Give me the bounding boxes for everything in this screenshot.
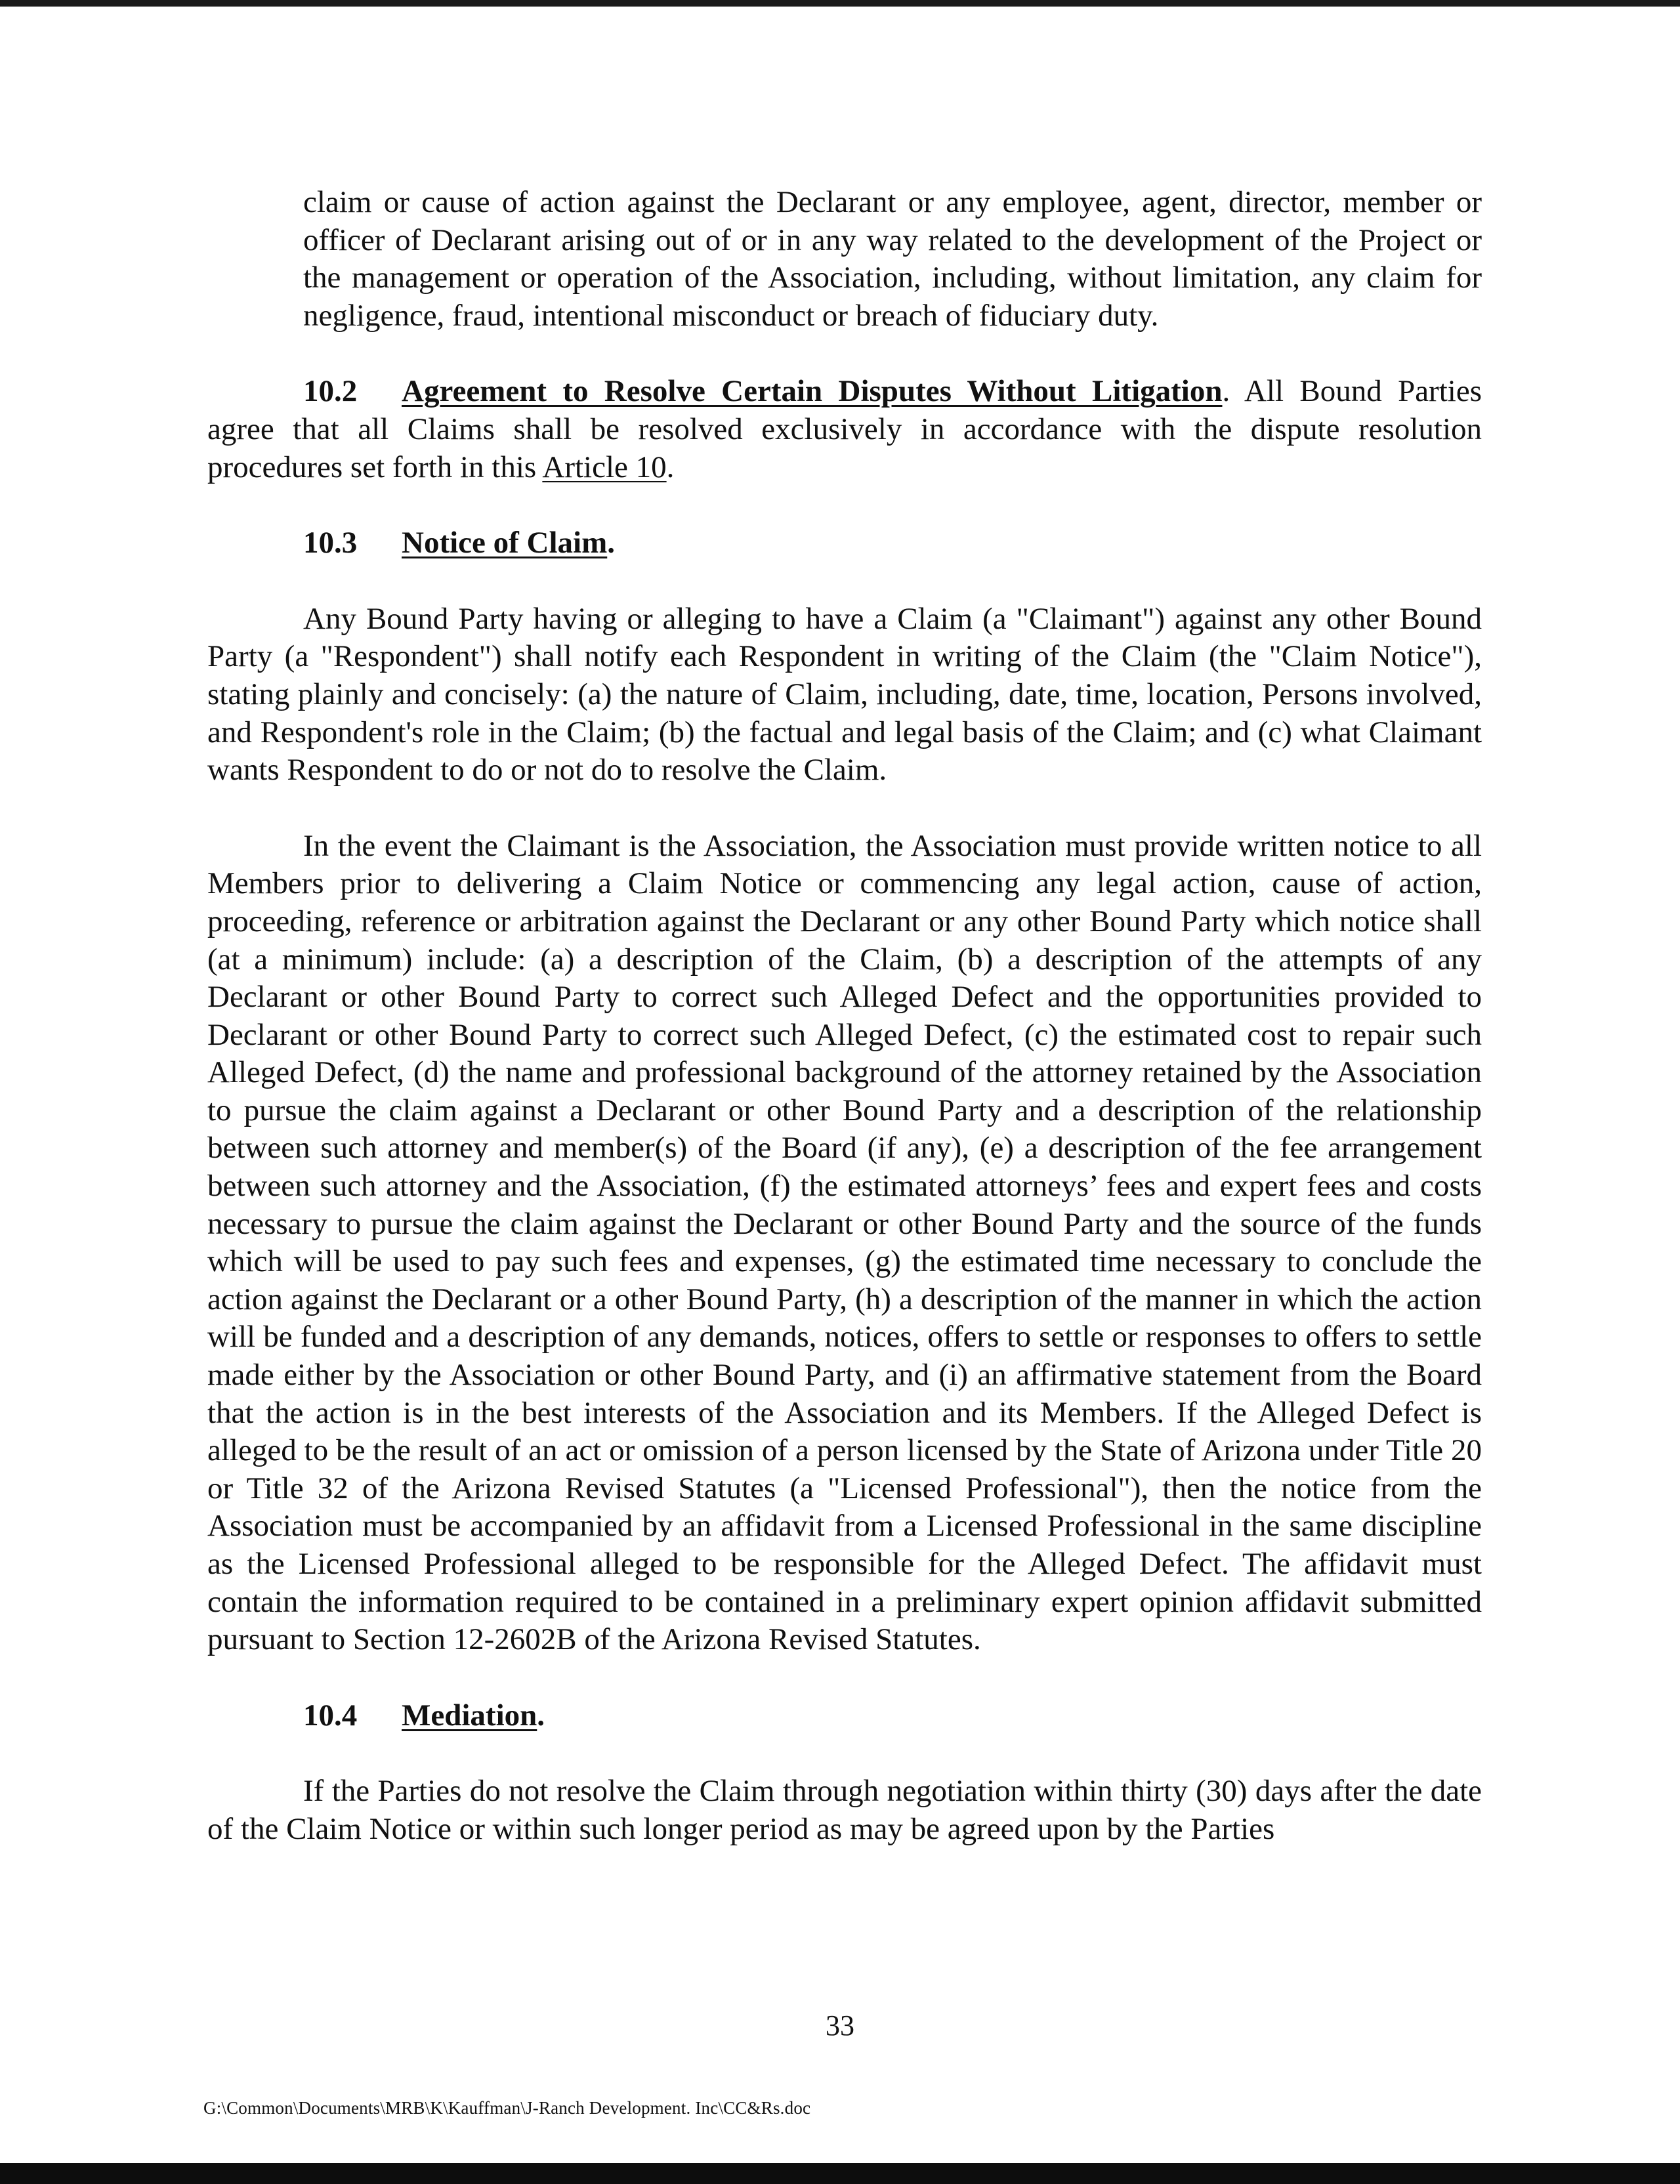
section-10-2-body: All Bound Parties agree that all Claims shall be resolved exclusively in accordance with the dispute resolution procedures set forth in this	[207, 374, 1482, 484]
scan-bottom-border	[0, 2163, 1680, 2184]
section-10-4-heading: 10.4 Mediation.	[303, 1697, 1482, 1735]
section-10-4-title: Mediation	[402, 1698, 537, 1732]
section-10-4-number: 10.4	[303, 1698, 358, 1732]
association-claimant-paragraph: In the event the Claimant is the Association, the Association must provide written notice to all Members prior to delivering a Claim Notice or commencing any legal action, cause of action, proceeding, reference or arbitration against the Declarant or any other Bound Party which notice shall (at a minimum) include: (a) a description of the Claim, (b) a description of the attempts of any Declarant or other Bound Party to correct such Alleged Defect and the opportunities provided to Declarant or other Bound Party to correct such Alleged Defect, (c) the estimated cost to repair such Alleged Defect, (d) the name and professional background of the attorney retained by the Association to pursue the claim against a Declarant or other Bound Party and a description of the relationship between such attorney and member(s) of the Board (if any), (e) a description of the fee arrangement between such attorney and the Association, (f) the estimated attorneys’ fees and expert fees and costs necessary to pursue the claim against the Declarant or other Bound Party and the source of the funds which will be used to pay such fees and expenses, (g) the estimated time necessary to conclude the action against the Declarant or a other Bound Party, (h) a description of the manner in which the action will be funded and a description of any demands, notices, offers to settle or responses to offers to settle made either by the Association or other Bound Party, and (i) an affirmative statement from the Board that the action is in the best interests of the Association and its Members. If the Alleged Defect is alleged to be the result of an act or omission of a person licensed by the State of Arizona under Title 20 or Title 32 of the Arizona Revised Statutes (a "Licensed Professional"), then the notice from the Association must be accompanied by an affidavit from a Licensed Professional in the same discipline as the Licensed Professional alleged to be responsible for the Alleged Defect. The affidavit must contain the information required to be contained in a preliminary expert opinion affidavit submitted pursuant to Section 12-2602B of the Arizona Revised Statutes.	[207, 828, 1482, 1657]
footer-file-path: G:\Common\Documents\MRB\K\Kauffman\J-Ranch Development. Inc\CC&Rs.doc	[203, 2098, 811, 2118]
section-10-3-heading: 10.3 Notice of Claim.	[303, 524, 1482, 562]
document-body	[207, 184, 1482, 1849]
scan-top-border	[0, 0, 1680, 7]
section-10-2: 10.2 Agreement to Resolve Certain Disputes Without Litigation. All Bound Parties agree that all Claims shall be resolved exclusively in accordance with the dispute resolution procedures set forth in this Article 10.	[207, 374, 1482, 484]
section-10-3-number: 10.3	[303, 526, 358, 560]
section-10-3-title: Notice of Claim	[402, 526, 608, 560]
notice-of-claim-paragraph: Any Bound Party having or alleging to have a Claim (a "Claimant") against any other Bound Party (a "Respondent") shall notify each Respondent in writing of the Claim (the "Claim Notice"), stating plainly and concisely: (a) the nature of Claim, including, date, time, location, Persons involved, and Respondent's role in the Claim; (b) the factual and legal basis of the Claim; and (c) what Claimant wants Respondent to do or not do to resolve the Claim.	[207, 601, 1482, 788]
article-10-reference: Article 10	[542, 450, 667, 484]
section-10-2-number: 10.2	[303, 374, 358, 409]
section-10-2-title: Agreement to Resolve Certain Disputes Without Litigation	[402, 374, 1223, 409]
intro-paragraph: claim or cause of action against the Declarant or any employee, agent, director, member or officer of Declarant arising out of or in any way related to the development of the Project or the management or operation of the Association, including, without limitation, any claim for negligence, fraud, intentional misconduct or breach of fiduciary duty.	[303, 185, 1482, 333]
mediation-paragraph: If the Parties do not resolve the Claim through negotiation within thirty (30) days after the date of the Claim Notice or within such longer period as may be agreed upon by the Parties	[207, 1774, 1482, 1846]
page-number: 33	[826, 2009, 854, 2042]
